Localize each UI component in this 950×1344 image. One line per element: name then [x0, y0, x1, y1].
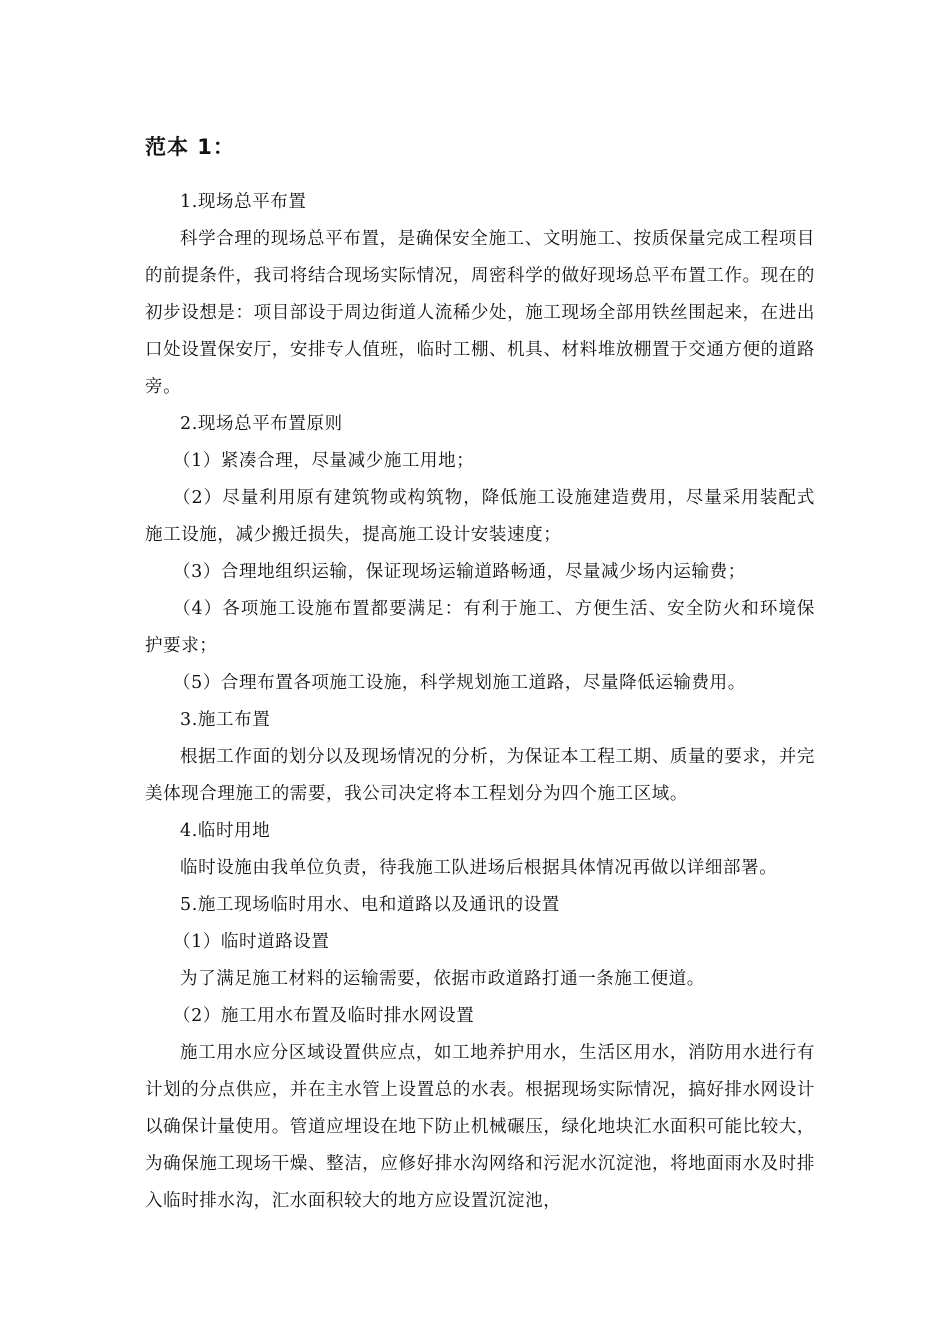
paragraph-construction-layout: 根据工作面的划分以及现场情况的分析，为保证本工程工期、质量的要求，并完美体现合理施工的需要，我公司决定将本工程划分为四个施工区域。 [145, 747, 815, 804]
principle-item-3: （3）合理地组织运输，保证现场运输道路畅通，尽量减少场内运输费； [173, 562, 746, 582]
paragraph-temporary-land: 临时设施由我单位负责，待我施工队进场后根据具体情况再做以详细部署。 [180, 858, 778, 878]
principle-item-2: （2）尽量利用原有建筑物或构筑物，降低施工设施建造费用，尽量采用装配式施工设施，减少搬迁损失，提高施工设计安装速度； [145, 488, 815, 545]
paragraph-temporary-road: 为了满足施工材料的运输需要，依据市政道路打通一条施工便道。 [180, 969, 705, 989]
section-heading-1: 1.现场总平布置 [180, 192, 307, 212]
document-body [145, 132, 815, 1220]
subheading-water-drainage: （2）施工用水布置及临时排水网设置 [173, 1006, 475, 1026]
paragraph-water-drainage: 施工用水应分区域设置供应点，如工地养护用水，生活区用水，消防用水进行有计划的分点供应，并在主水管上设置总的水表。根据现场实际情况，搞好排水网设计以确保计量使用。管道应埋设在地下防止机械碾压，绿化地块汇水面积可能比较大，为确保施工现场干燥、整洁，应修好排水沟网络和污泥水沉淀池，将地面雨水及时排入临时排水沟，汇水面积较大的地方应设置沉淀池， [145, 1043, 815, 1211]
principle-item-1: （1）紧凑合理，尽量减少施工用地； [173, 451, 475, 471]
section-heading-5: 5.施工现场临时用水、电和道路以及通讯的设置 [180, 895, 560, 915]
paragraph-site-layout: 科学合理的现场总平布置，是确保安全施工、文明施工、按质保量完成工程项目的前提条件，我司将结合现场实际情况，周密科学的做好现场总平布置工作。现在的初步设想是：项目部设于周边街道人流稀少处，施工现场全部用铁丝围起来，在进出口处设置保安厅，安排专人值班，临时工棚、机具、材料堆放棚置于交通方便的道路旁。 [145, 229, 815, 397]
section-heading-4: 4.临时用地 [180, 821, 271, 841]
principle-item-5: （5）合理布置各项施工设施，科学规划施工道路，尽量降低运输费用。 [173, 673, 746, 693]
section-heading-2: 2.现场总平布置原则 [180, 414, 343, 434]
section-heading-3: 3.施工布置 [180, 710, 271, 730]
document-title: 范本 1： [145, 135, 235, 159]
subheading-temporary-road: （1）临时道路设置 [173, 932, 330, 952]
principle-item-4: （4）各项施工设施布置都要满足：有利于施工、方便生活、安全防火和环境保护要求； [145, 599, 815, 656]
